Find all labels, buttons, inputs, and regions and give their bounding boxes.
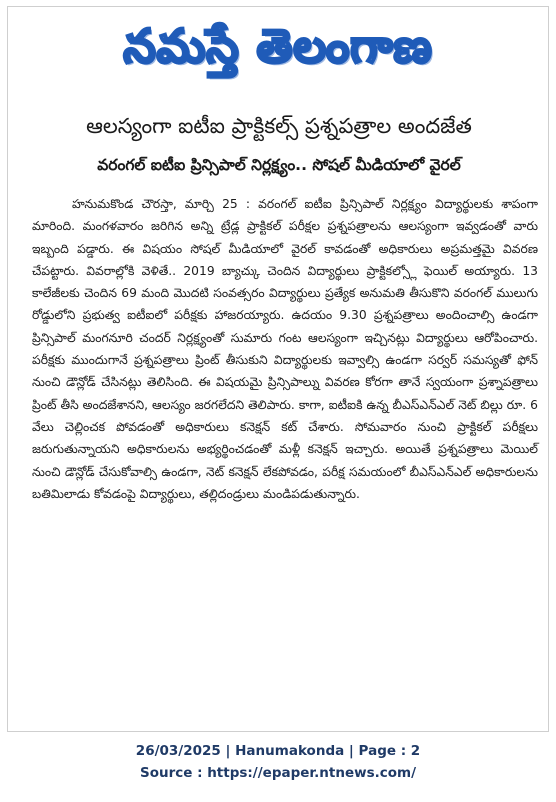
article-headline: ఆలస్యంగా ఐటీఐ ప్రాక్టికల్స్ ప్రశ్నపత్రాల అందజేత <box>86 114 472 138</box>
source-line: Source : https://epaper.ntnews.com/ <box>139 765 417 781</box>
date-location-page: 26/03/2025 | Hanumakonda | Page : 2 <box>135 743 421 759</box>
newspaper-clipping <box>7 6 549 732</box>
masthead <box>8 7 548 89</box>
article-body: హనుమకొండ చౌరస్తా, మార్చి 25 : వరంగల్ ఐటీఐ ప్రిన్సిపాల్ నిర్లక్ష్యం విద్యార్థులకు శాపంగా మారింది. మంగళవారం జరిగిన అన్ని ట్రేడ్ల ప్రాక్టికల్ పరీక్షల ప్రశ్నపత్రాలను ఆలస్యంగా ఇవ్వడంతో వారు ఇబ్బంది పడ్డారు. ఈ విషయం సోషల్ మీడియాలో వైరల్ కావడంతో అధికారులు అప్రమత్తమై వివరణ చేపట్టారు. వివరాల్లోకి వెళితే.. 2019 బ్యాచ్కు చెందిన విద్యార్థులు ప్రాక్టికల్స్లో ఫెయిల్ అయ్యారు. 13 కాలేజీలకు చెందిన 69 మంది మొదటి సంవత్సరం విద్యార్థులు ప్రత్యేక అనుమతి తీసుకొని వరంగల్ ములుగు రోడ్డులోని ప్రభుత్వ ఐటీఐలో పరీక్షకు హాజరయ్యారు. ఉదయం 9.30 ప్రశ్నపత్రాలు అందించాల్సి ఉండగా ప్రిన్సిపాల్ మంగనూరి చందర్ నిర్లక్ష్యంతో సుమారు గంట ఆలస్యంగా ఇచ్చినట్లు విద్యార్థులు ఆరోపించారు. పరీక్షకు ముందుగానే ప్రశ్నపత్రాలు ప్రింట్ తీసుకుని విద్యార్థులకు ఇవ్వాల్సి ఉండగా సర్వర్ సమస్యతో ఫోన్ నుంచి డౌన్లోడ్ చేసినట్లు తెలిసింది. ఈ విషయమై ప్రిన్సిపాల్ను వివరణ కోరగా తానే స్వయంగా ప్రశ్నాపత్రాలు ప్రింట్ తీసి అందజేశానని, ఆలస్యం జరగలేదని తెలిపారు. కాగా, ఐటీఐకి ఉన్న బీఎస్ఎన్ఎల్ నెట్ బిల్లు రూ. 6 వేలు చెల్లించక పోవడంతో అధికారులు కనెక్షన్ కట్ చేశారు. సోమవారం నుంచి ప్రాక్టికల్ పరీక్షలు జరుగుతున్నాయని అధికారులను అభ్యర్థించడంతో మళ్లీ కనెక్షన్ ఇచ్చారు. అయితే ప్రశ్నపత్రాలు మెయిల్ నుంచి డౌన్లోడ్ చేసుకోవాల్సి ఉండగా, నెట్ కనెక్షన్ లేకపోవడం, పరీక్ష సమయంలో బీఎస్ఎన్ఎల్ అధికారులను బతిమిలాడు కోవడంపై విద్యార్థులు, తల్లిదండ్రులు మండిపడుతున్నారు. <box>32 197 538 501</box>
newspaper-name: నమస్తే తెలంగాణ <box>123 19 433 73</box>
article-subheadline: వరంగల్ ఐటీఐ ప్రిన్సిపాల్ నిర్లక్ష్యం.. సోషల్ మీడియాలో వైరల్ <box>97 156 461 174</box>
clipping-footer <box>0 740 556 784</box>
